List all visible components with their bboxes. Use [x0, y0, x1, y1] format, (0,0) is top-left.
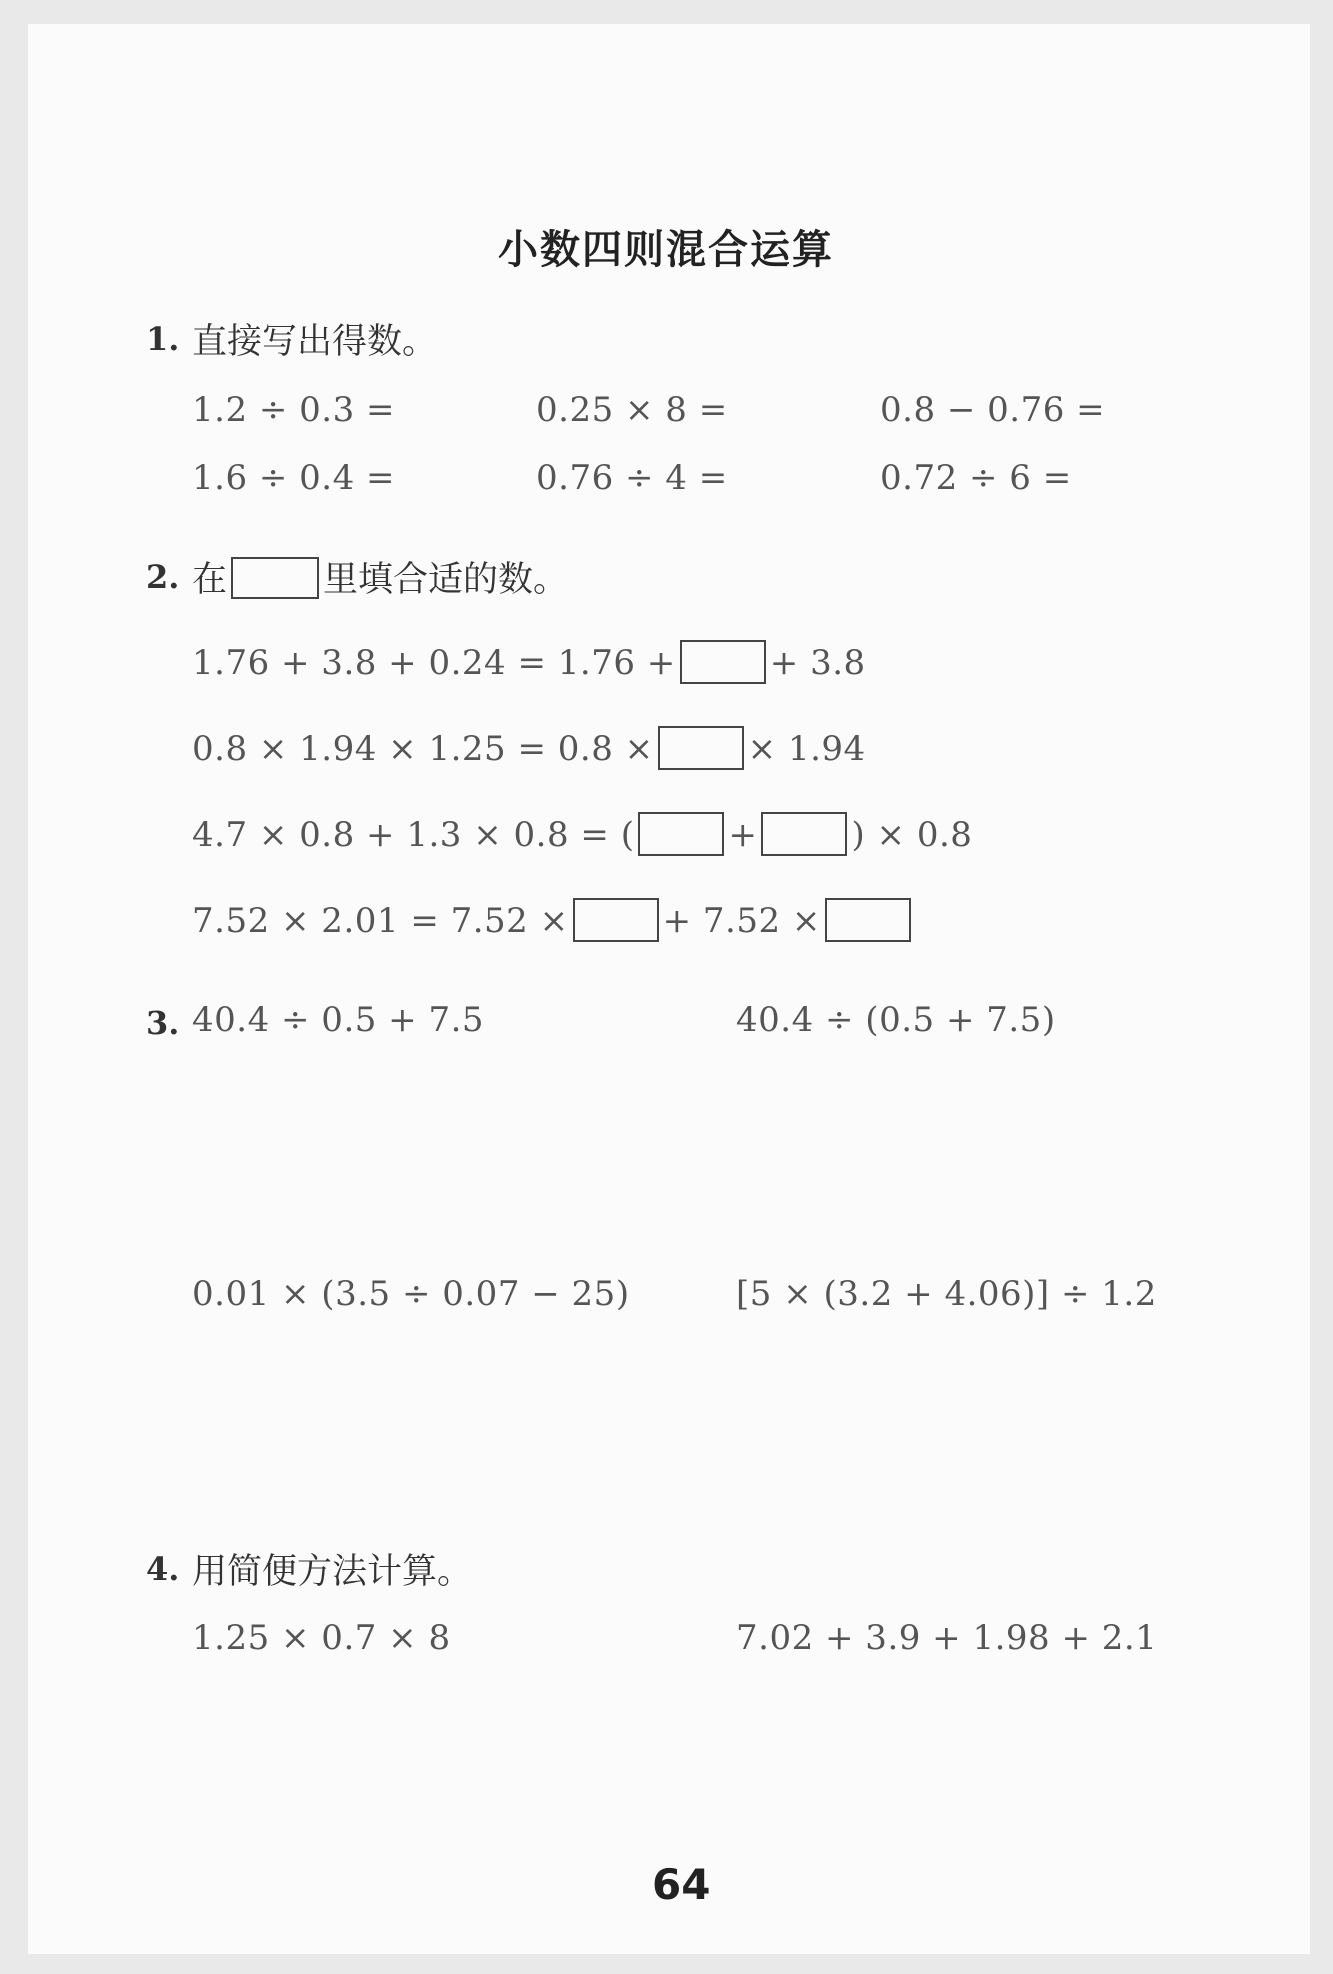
q3-item-4: [5 × (3.2 + 4.06)] ÷ 1.2: [736, 1274, 1157, 1314]
worksheet-page: [28, 24, 1310, 1954]
q3-item-3: 0.01 × (3.5 ÷ 0.07 − 25): [192, 1274, 630, 1314]
question-4-number: 4.: [146, 1550, 180, 1588]
q2-line-2-right: × 1.94: [747, 729, 866, 769]
q3-item-1: 40.4 ÷ 0.5 + 7.5: [192, 1000, 485, 1040]
question-3-number: 3.: [146, 1004, 180, 1042]
q1-item-6: 0.72 ÷ 6 =: [880, 458, 1072, 498]
q1-item-4: 1.6 ÷ 0.4 =: [192, 458, 396, 498]
q1-item-2: 0.25 × 8 =: [536, 390, 728, 430]
q1-item-1: 1.2 ÷ 0.3 =: [192, 390, 396, 430]
page-number: 64: [652, 1860, 711, 1909]
q2-line-3-middle: +: [728, 815, 758, 855]
q2-line-4: [192, 898, 915, 942]
q2-line-4-middle: + 7.52 ×: [662, 901, 821, 941]
answer-box[interactable]: [573, 898, 659, 942]
answer-box[interactable]: [680, 640, 766, 684]
q2-line-3-left: 4.7 × 0.8 + 1.3 × 0.8 = (: [192, 815, 635, 855]
answer-box[interactable]: [658, 726, 744, 770]
q3-item-2: 40.4 ÷ (0.5 + 7.5): [736, 1000, 1056, 1040]
q2-line-2: [192, 726, 866, 770]
q2-line-4-left: 7.52 × 2.01 = 7.52 ×: [192, 901, 569, 941]
answer-box-example: [231, 557, 319, 599]
q2-text-pre: 在: [192, 560, 228, 600]
q2-line-1: [192, 640, 866, 684]
q4-item-2: 7.02 + 3.9 + 1.98 + 2.1: [736, 1618, 1158, 1658]
question-1-text: 直接写出得数。: [192, 322, 438, 362]
q2-line-3-right: ) × 0.8: [851, 815, 973, 855]
q2-line-3: [192, 812, 972, 856]
answer-box[interactable]: [761, 812, 847, 856]
q2-line-1-right: + 3.8: [769, 643, 866, 683]
question-1-number: 1.: [146, 320, 180, 358]
q2-text-post: 里填合适的数。: [323, 560, 569, 600]
page-title: 小数四则混合运算: [498, 227, 834, 273]
question-4-text: 用简便方法计算。: [192, 1552, 473, 1592]
q4-item-1: 1.25 × 0.7 × 8: [192, 1618, 451, 1658]
q2-line-1-left: 1.76 + 3.8 + 0.24 = 1.76 +: [192, 643, 676, 683]
question-2-text: [192, 552, 568, 602]
answer-box[interactable]: [638, 812, 724, 856]
q1-item-3: 0.8 − 0.76 =: [880, 390, 1106, 430]
q1-item-5: 0.76 ÷ 4 =: [536, 458, 728, 498]
answer-box[interactable]: [825, 898, 911, 942]
q2-line-2-left: 0.8 × 1.94 × 1.25 = 0.8 ×: [192, 729, 654, 769]
question-2-number: 2.: [146, 558, 180, 596]
